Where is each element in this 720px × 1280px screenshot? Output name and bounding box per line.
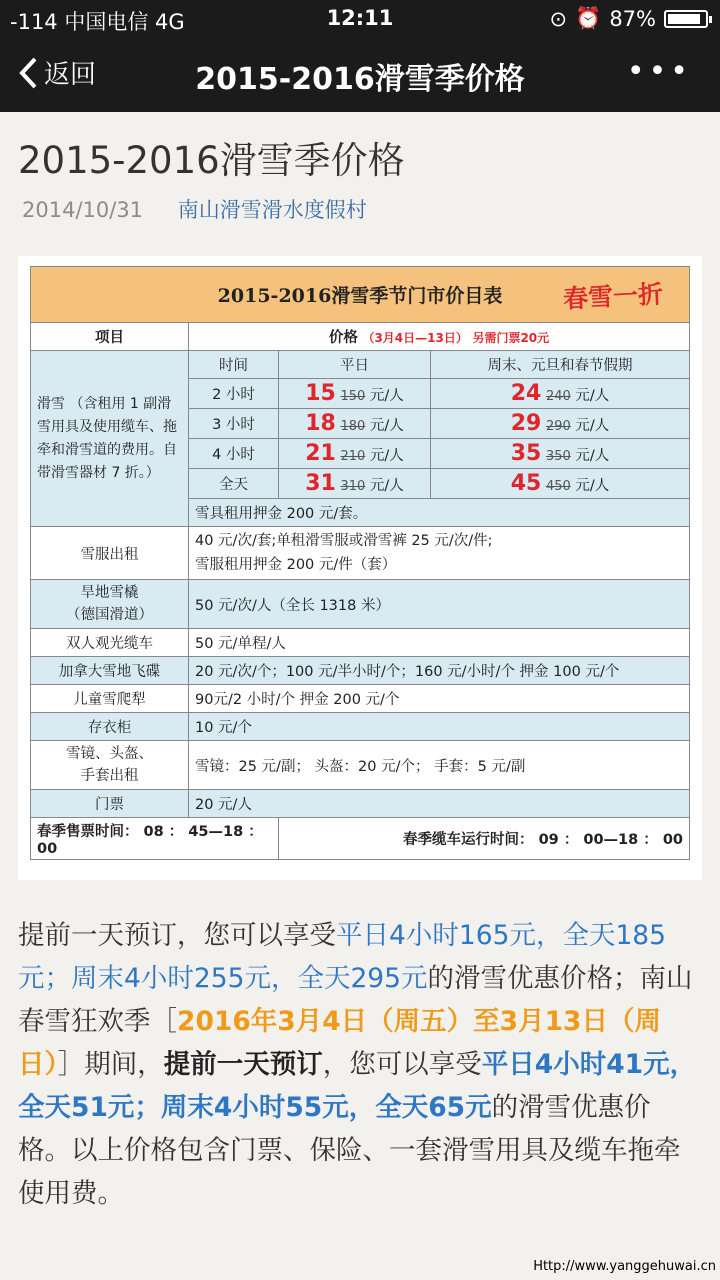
article-paragraph [18, 914, 702, 1215]
watermark: Http://www.yanggehuwai.cn [533, 1259, 716, 1274]
table-row: 雪服出租 40 元/次/套;单租滑雪服或滑雪裤 25 元/次/件; 雪服租用押金 200 元/件（套） [31, 527, 690, 580]
article-meta [22, 194, 367, 224]
table-row: 雪镜、头盔、 手套出租 雪镜：25 元/副； 头盔：20 元/个； 手套：5 元/副 [31, 741, 690, 790]
para-text: ，您可以享受 [322, 1049, 482, 1080]
ski-description: 滑雪 （含租用 1 副滑雪用具及使用缆车、拖牵和滑雪道的费用。自带滑雪器材 7 折。） [31, 351, 189, 527]
nav-title: 2015-2016滑雪季价格 [195, 62, 525, 97]
table-row: 2 小时 15 150 元/人 24 240 元/人 [31, 379, 690, 409]
cable-hours: 春季缆车运行时间： 09 ： 00—18 ： 00 [279, 818, 690, 860]
status-right [550, 6, 708, 31]
table-row: 存衣柜 10 元/个 [31, 713, 690, 741]
table-row: 4 小时 21 210 元/人 35 350 元/人 [31, 439, 690, 469]
col-item: 项目 [31, 323, 189, 351]
sub-weekday: 平日 [279, 351, 431, 379]
article-date: 2014/10/31 [22, 198, 144, 222]
table-row: 门票 20 元/人 [31, 790, 690, 818]
sub-weekend: 周末、元旦和春节假期 [431, 351, 690, 379]
ticket-hours: 春季售票时间： 08 ： 45—18 ： 00 [31, 818, 279, 860]
article-source-link[interactable]: 南山滑雪滑水度假村 [177, 198, 367, 222]
table-row: 双人观光缆车 50 元/单程/人 [31, 629, 690, 657]
sub-time: 时间 [189, 351, 279, 379]
para-bold: 提前一天预订 [163, 1049, 323, 1080]
table-title: 2015-2016滑雪季节门市价目表 [217, 285, 503, 307]
lock-rotation-icon: ⊙ [549, 6, 568, 31]
battery-icon [664, 10, 708, 28]
article-title: 2015-2016滑雪季价格 [18, 139, 405, 182]
price-table-image[interactable] [18, 256, 702, 880]
table-row: 加拿大雪地飞碟 20 元/次/个；100 元/半小时/个；160 元/小时/个 押金 100 元/个 [31, 657, 690, 685]
para-text: 提前一天预订，您可以享受 [18, 920, 336, 951]
table-row: 全天 31 310 元/人 45 450 元/人 [31, 469, 690, 499]
para-highlight-promo: 平日4小时41元，全天51元；周末4小时55元，全天65元 [18, 1049, 697, 1123]
deposit-note: 雪具租用押金 200 元/套。 [189, 499, 690, 527]
para-highlight-dates: 2016年3月4日（周五）至3月13日（周日） [18, 1006, 661, 1080]
status-bar [0, 0, 720, 36]
table-row: 3 小时 18 180 元/人 29 290 元/人 [31, 409, 690, 439]
col-price: 价格 （3月4日—13日） 另需门票20元 [189, 323, 690, 351]
alarm-icon: ⏰ [575, 6, 602, 30]
table-row: 旱地雪橇 （德国滑道） 50 元/次/人（全长 1318 米） [31, 580, 690, 629]
table-header [31, 267, 690, 323]
promo-stamp: 春雪一折 [562, 279, 664, 314]
back-label: 返回 [44, 60, 97, 90]
para-highlight-price: 平日4小时165元，全天185元；周末4小时255元，全天295元 [18, 920, 667, 994]
para-text: 的滑雪优惠价格。以上价格包含门票、保险、一套滑雪用具及缆车拖牵使用费。 [18, 1092, 681, 1209]
price-table [30, 266, 690, 860]
para-text: ］期间， [57, 1049, 164, 1080]
carrier-label: -114 中国电信 4G [10, 10, 185, 34]
para-text: 的滑雪优惠价格；南山春雪狂欢季［ [18, 963, 693, 1037]
clock: 12:11 [326, 6, 394, 30]
nav-bar [0, 36, 720, 112]
table-row: 儿童雪爬犁 90元/2 小时/个 押金 200 元/个 [31, 685, 690, 713]
more-menu-icon[interactable]: ••• [626, 54, 692, 89]
battery-percent: 87% [609, 6, 656, 31]
